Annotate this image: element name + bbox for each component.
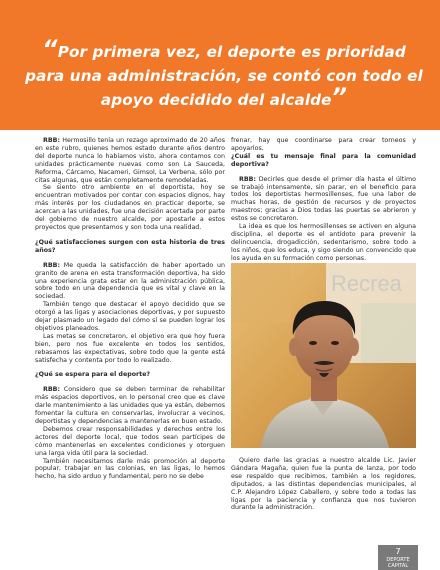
paragraph: [35, 137, 225, 184]
speaker-label: RBB:: [43, 261, 60, 269]
paragraph-text: Decirles que desde el primer día hasta el último se trabajó intensamente, sin parar, en el beneficio para todos los deportistas hermosillenses, fue una labor de muchas horas, de gestión de recursos y de proyectos maestros; gracias a Dios todas las puertas se abrieron y estos se concretaron.: [231, 175, 416, 223]
paragraph-text: Me queda la satisfacción de haber aportado un granito de arena en esta transformación deportiva, ha sido una experiencia grata estar en la administración pública, sobre todo en una dependencia que es vital y clave en la sociedad.: [35, 261, 225, 301]
pull-quote: [24, 35, 424, 112]
paragraph: Quiero darle las gracias a nuestro alcalde Lic. Javier Gándara Magaña, quien fue la punta de lanza, por todo ese respaldo que recibimos, también a los regidores, diputados, a las distintas dependencias municipales, al C.P. Alejandro López Caballero, y sobre todo a todas las ligas por la paciencia y confianza que nos tuvieron durante la administración.: [231, 457, 416, 512]
right-column-continued: [231, 457, 416, 512]
speaker-label: RBB:: [43, 386, 60, 394]
paragraph: frenar, hay que coordinarse para crear torneos y apoyarlos.: [231, 137, 416, 152]
question-heading: ¿Qué satisfacciones surgen con esta historia de tres años?: [35, 238, 225, 254]
speaker-label: RBB:: [43, 137, 60, 144]
quote-open-mark: “: [42, 35, 58, 63]
quote-close-mark: ”: [331, 83, 348, 111]
question-heading: ¿Cuál es tu mensaje final para la comunidad deportiva?: [231, 152, 416, 168]
paragraph-text: Considero que se deben terminar de rehabilitar más espacios deportivos, en lo personal creo que es clave darle mantenimiento a las unidades que ya están, debemos fomentar la cultura en conservarlas, involucrar a vecinos, deportistas y dependencias a mantenerlas en buen estado.: [35, 386, 225, 425]
quote-line-3: apoyo decidido del alcalde: [100, 91, 332, 109]
section-name-line-2: CAPITAL: [387, 563, 409, 569]
page-footer-badge: [378, 545, 418, 570]
page-number: 7: [395, 547, 401, 556]
quote-line-2: para una administración, se contó con todo el: [25, 67, 423, 85]
paragraph: [35, 262, 225, 302]
paragraph-text: Hermosillo tenía un rezago aproximado de 20 años en este rubro, quienes hemos estado durante años dentro del deporte nunca lo habíamos visto, ahora contamos con unidades prácticamente nuevas como son La Sauceda, Reforma, Cárcamo, Nacameri, Gimsol, La Verbena, sólo por citas algunas, que están completamente remodeladas.: [35, 137, 225, 184]
paragraph: [35, 386, 225, 426]
question-heading: ¿Qué se espera para el deporte?: [35, 371, 151, 379]
quote-line-1: Por primera vez, el deporte es prioridad: [57, 43, 406, 61]
header-banner: [0, 0, 440, 130]
paragraph: También tengo que destacar el apoyo decidido que se otorgó a las ligas y asociaciones deportivas, y por supuesto dejar plasmado un legado del cómo sí se pueden lograr los objetivos planeados.: [35, 301, 225, 332]
paragraph: También necesitamos darle más promoción al deporte popular, trabajar en las colonias, en las ligas, lo hemos hecho, ha sido arduo y fundamental, pero no se debe: [35, 457, 225, 481]
paragraph: Debemos crear responsabilidades y derechos entre los actores del deporte local, que todos sean partícipes de cómo mantenerlas en excelentes condiciones y otorguen una larga vida útil para la sociedad.: [35, 425, 225, 457]
background-banner-text: Recrea: [331, 271, 402, 296]
right-column: [231, 137, 416, 263]
speaker-label: RBB:: [239, 175, 256, 183]
section-name-line-1: DEPORTE: [386, 557, 410, 563]
portrait-photo-image: [231, 263, 416, 448]
paragraph: La idea es que los hermosillenses se activen en alguna disciplina, el deporte es el antídoto para prevenir la delincuencia, drogadicción, sedentarismo, sobre todo a los niños, que los educa, y sigo siendo un convencido que los ayuda en su formación como personas.: [231, 223, 416, 262]
left-column: [35, 137, 225, 481]
paragraph: Las metas se concretaron, el objetivo era que hoy fuera bien, pero nos fue excelente en todos los sentidos, rebasamos las expectativas, sobre todo que la gente está satisfecha y contenta por todo lo realizado.: [35, 332, 225, 364]
paragraph: Se siento otro ambiente en el deportista, hoy se encuentran motivados por contar con espacios dignos, hay más interés por los ciudadanos en practicar deporte, se acercan a las unidades, fue una decisión acertada por parte del gobierno de nuestro alcalde, por apostarle a estos proyectos que presentamos y son toda una realidad.: [35, 184, 225, 231]
paragraph: [231, 176, 416, 223]
portrait-photo: [231, 263, 416, 448]
